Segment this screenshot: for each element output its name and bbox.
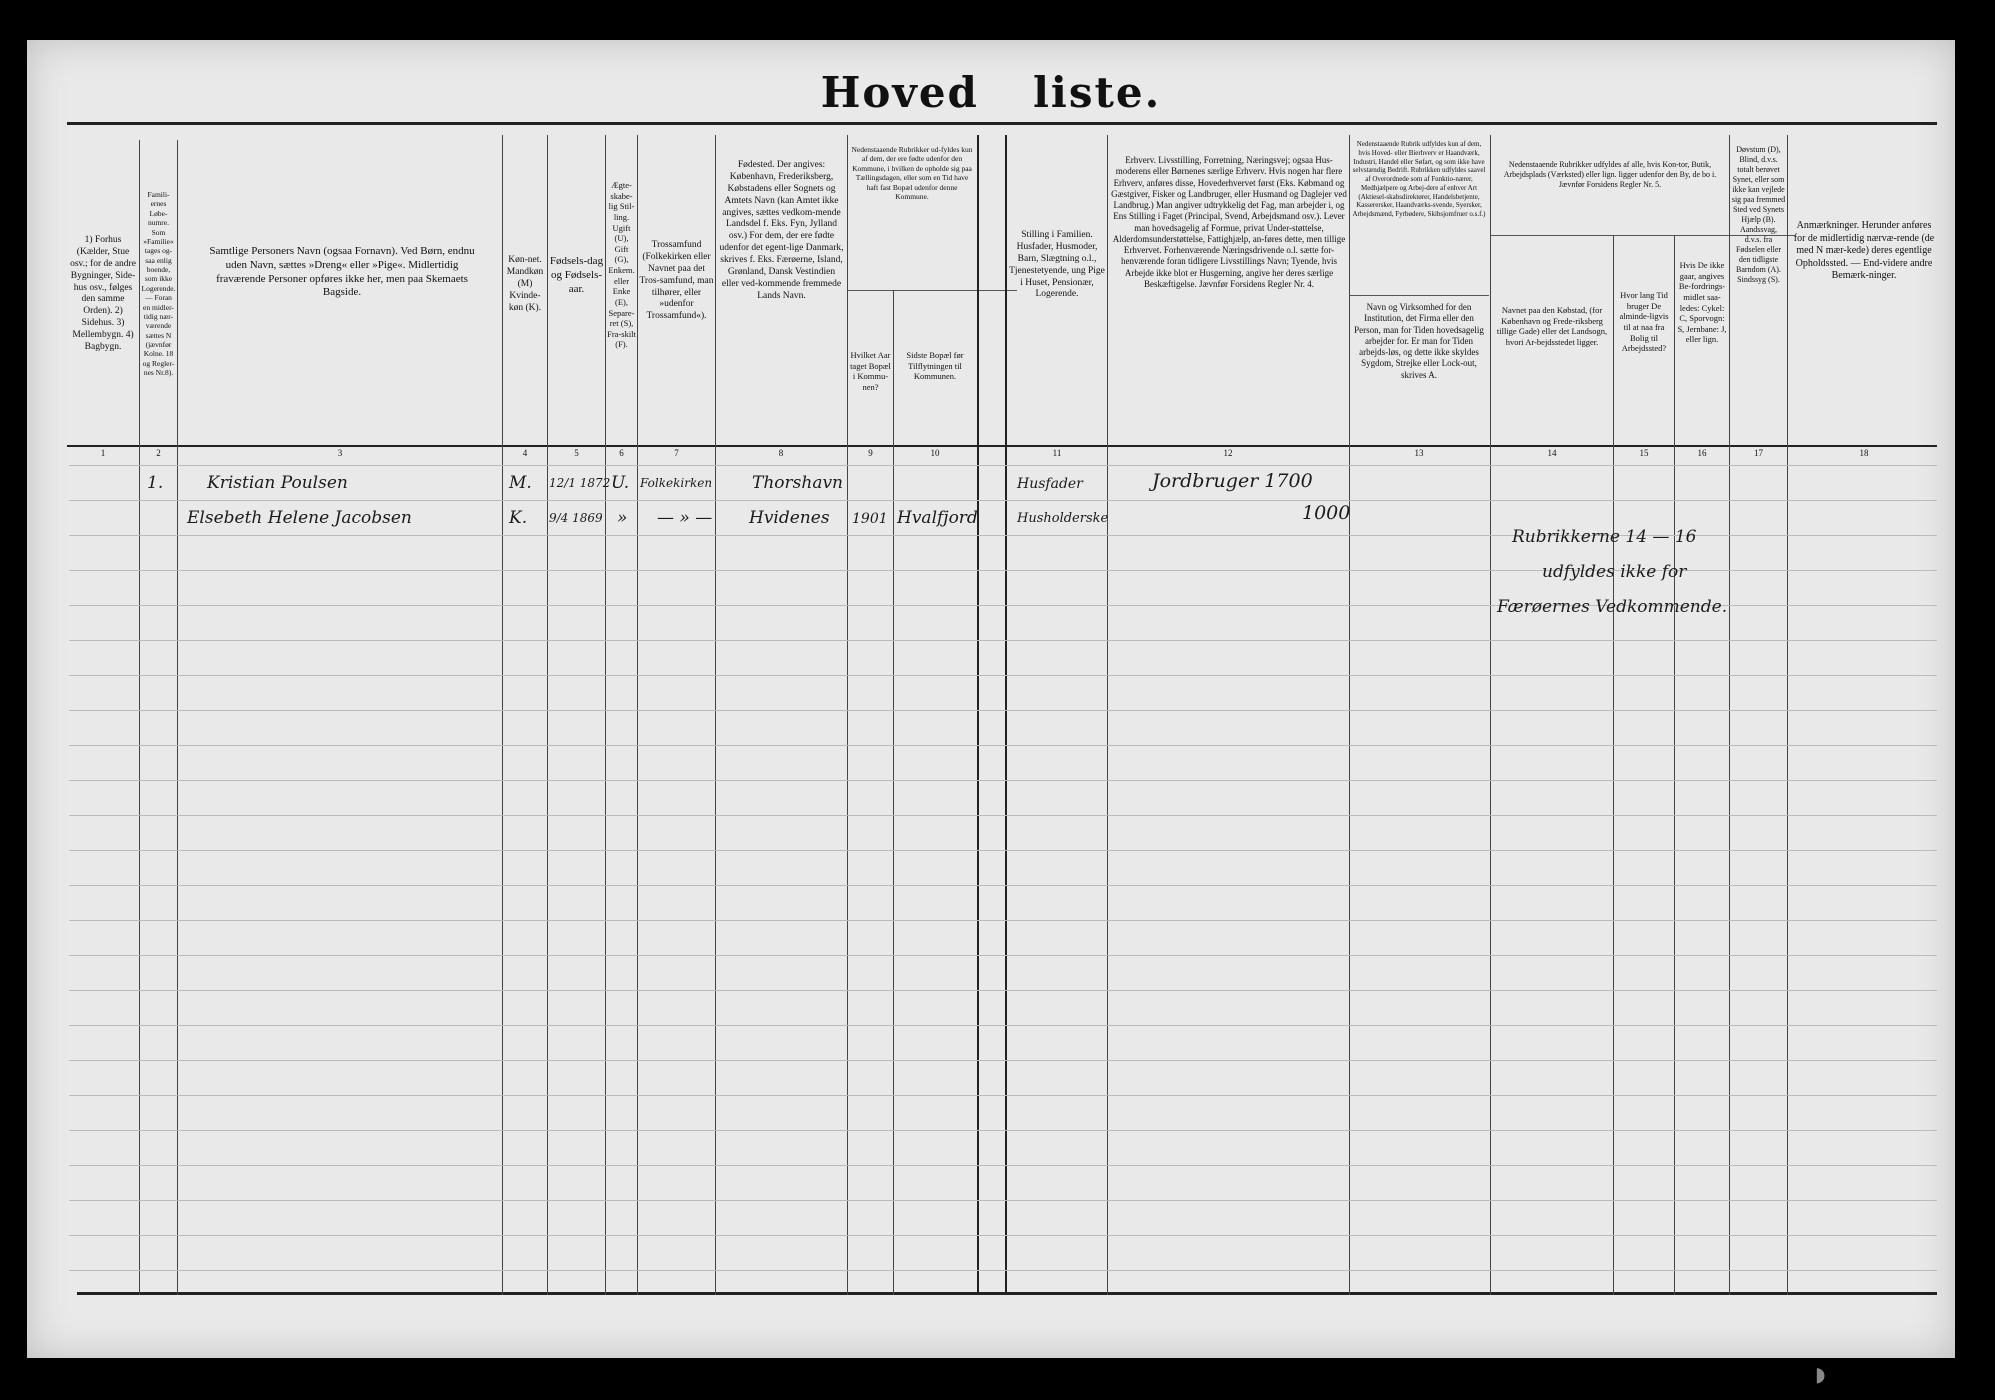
col-header-14: Navnet paa den Købstad, (for København og Frede-riksberg tillige Gade) eller det Landsogn, hvori Ar-bejdsstedet ligger. [1496, 305, 1608, 347]
row-rule [69, 920, 1937, 921]
col-header-12: Erhverv. Livsstilling, Forretning, Næringsvej; ogsaa Hus-moderens eller Børnenes særlige Erhverv. Hvis nogen har flere Erhverv, anføres disse, Hovederhvervet først (Eks. Købmand og Gæstgiver, Fisker og Landbruger, eller Husmand og Daglejer ved Landbrug.) Man angiver udtrykkelig det Fag, man arbejder i, og Ens Stilling i Faget (Principal, Svend, Arbejdsmand osv.). Lever man hovedsagelig af Formue, privat Under-støttelse, Alderdomsunderstøttelse, Fattighjælp, an-føres dette, men tillige Erhvervet. Forhenværende Næringsdrivende o.l. sætte for-henværende foran tidligere Livsstillings Navn; Tyende, hvis Arbejde ikke blot er Husgerning, angive her deres særlige Beskæftigelse. Jævnfør Forsidens Regler Nr. 4. [1111, 155, 1347, 289]
col-num-1: 1 [100, 448, 106, 458]
col-num-2: 2 [156, 448, 161, 458]
col-sep [547, 135, 548, 1295]
col-header-6: Ægte-skabe-lig Stil-ling. Ugift (U), Gift (G), Enkem. eller Enke (E), Separe-ret (S), Fra-skilt (F). [607, 180, 636, 350]
col-num-11: 11 [1052, 448, 1062, 458]
group-rule-9-10 [847, 290, 1017, 291]
row-rule [69, 955, 1937, 956]
entry-2-birthplace: Hvidenes [749, 508, 830, 528]
note-line-2: udfyldes ikke for [1542, 562, 1687, 582]
col-num-7: 7 [674, 448, 679, 458]
col-sep [139, 140, 140, 1295]
col-num-3: 3 [337, 448, 343, 458]
bottom-rule [77, 1292, 1937, 1295]
entry-1-sex: M. [509, 473, 532, 493]
entry-2-sex: K. [509, 508, 528, 528]
title-word-1: Hoved [820, 68, 979, 117]
entry-1-birthplace: Thorshavn [752, 473, 844, 493]
col-header-15: Hvor lang Tid bruger De alminde-ligvis til at naa fra Bolig til Arbejdssted? [1619, 290, 1669, 354]
bleed-through-mark [587, 200, 599, 240]
col-num-16: 16 [1697, 448, 1707, 458]
col-sep [177, 140, 178, 1295]
entry-2-occupation: 1000 [1302, 502, 1351, 524]
entry-1-marital: U. [611, 473, 630, 493]
col-sep [847, 135, 848, 1295]
page-title [27, 68, 1955, 117]
row-rule [69, 990, 1937, 991]
col-num-6: 6 [619, 448, 624, 458]
entry-2-family-role: Husholderske [1017, 511, 1109, 526]
group-header-14-16: Nedenstaaende Rubrikker udfyldes af alle, hvis Kon-tor, Butik, Arbejdsplads (Værksted) eller lign. ligger udenfor den By, de bo i. Jævnfør Forsidens Regler Nr. 5. [1503, 160, 1717, 189]
entry-2-birth: 9/4 1869 [549, 511, 603, 525]
col-header-17: Døvstum (D), Blind, d.v.s. totalt berøvet Synet, eller som ikke kan vejlede sig paa fremmed Sted ved Synets Hjælp (B). Aandssvag, d.v.s. fra Fødselen eller den tidligste Barndom (A). Sindssyg (S). [1731, 145, 1786, 284]
note-line-1: Rubrikkerne 14 — 16 [1512, 527, 1697, 547]
row-rule [69, 1200, 1937, 1201]
row-rule [69, 1025, 1937, 1026]
group-header-9-10: Nedenstaaende Rubrikker ud-fyldes kun af dem, der ere fødte udenfor den Kommune, i hvilken de opholde sig paa Tællingsdagen, eller som en Tid have haft fast Bopæl udenfor denne Kommune. [851, 145, 973, 201]
row-rule [69, 465, 1937, 466]
row-rule [69, 745, 1937, 746]
col-header-4: Køn-net. Mandkøn (M) Kvinde-køn (K). [506, 255, 544, 313]
header-bottom-rule [67, 445, 1937, 447]
col-sep [1787, 135, 1788, 1295]
row-rule [69, 710, 1937, 711]
col-sep [1107, 135, 1108, 1295]
entry-1-occupation: Jordbruger 1700 [1152, 470, 1313, 492]
col-header-18: Anmærkninger. Herunder anføres for de midlertidig nærvæ-rende (de med N mær-kede) deres egentlige Opholdssted. — End-videre andre Bemærk-ninger. [1793, 220, 1935, 281]
col-num-5: 5 [574, 448, 579, 458]
col-sep [1349, 135, 1350, 1295]
title-word-2: liste. [1032, 68, 1162, 117]
row-rule [69, 1130, 1937, 1131]
row-rule [69, 1060, 1937, 1061]
row-rule [69, 1095, 1937, 1096]
col-num-12: 12 [1223, 448, 1233, 458]
entry-2-name: Elsebeth Helene Jacobsen [187, 508, 412, 528]
entry-1-religion: Folkekirken [640, 476, 713, 490]
col-num-13: 13 [1414, 448, 1424, 458]
row-rule [69, 675, 1937, 676]
col-sep [605, 135, 606, 1295]
row-rule [69, 1165, 1937, 1166]
col-header-7: Trossamfund (Folkekirken eller Navnet paa det Tros-samfund, man tilhører, eller »udenfor Trossamfund«). [639, 240, 714, 322]
entry-2-marital: » [617, 508, 628, 528]
col-num-8: 8 [778, 448, 784, 458]
film-edge-mark: ◗ [1815, 1362, 1826, 1386]
row-rule [69, 780, 1937, 781]
row-rule [69, 885, 1937, 886]
col-num-18: 18 [1859, 448, 1869, 458]
spine-left [977, 135, 979, 1295]
col-num-14: 14 [1547, 448, 1557, 458]
group-rule-13 [1349, 295, 1489, 296]
col-num-9: 9 [868, 448, 873, 458]
entry-2-last-residence: Hvalfjord [897, 508, 978, 528]
col-header-9: Hvilket Aar taget Bopæl i Kommu-nen? [850, 350, 891, 392]
entry-1-name: Kristian Poulsen [207, 473, 348, 493]
col-header-16: Hvis De ikke gaar, angives Be-fordrings-midlet saa-ledes: Cykel: C, Sporvogn: S, Jernbane: J, eller lign. [1677, 260, 1727, 345]
row-rule [69, 815, 1937, 816]
col-header-8: Fødested. Der angives: København, Frederiksberg, Købstadens eller Sognets og Amtets Navn (kan Amtet ikke angives, sættes vedkom-mende Landsdel f. Eks. Fyn, Jylland osv.) For dem, der ere fødte udenfor det egent-lige Danmark, skrives f. Eks. Færøerne, Island, Grønland, Dansk Vestindien eller ved-kommende fremmede Lands Navn. [719, 160, 844, 301]
col-num-15: 15 [1639, 448, 1649, 458]
entry-2-religion: — » — [657, 508, 713, 528]
col-num-4: 4 [522, 448, 528, 458]
row-rule [69, 500, 1937, 501]
col-num-17: 17 [1754, 448, 1763, 458]
entry-2-year-moved: 1901 [852, 511, 888, 527]
census-sheet [27, 40, 1955, 1358]
row-rule [69, 1235, 1937, 1236]
col-header-1: 1) Forhus (Kælder, Stue osv.; for de andre Bygninger, Side-hus osv., følges den samme Orden). 2) Sidehus. 3) Mellembygn. 4) Bagbygn. [70, 235, 136, 352]
group-header-13: Nedenstaaende Rubrik udfyldes kun af dem, hvis Hoved- eller Bierhverv er Haandværk, Industri, Handel eller Søfart, og som ikke have selvstændig Bedrift. Rubrikken udfyldes saavel af Overordnede som af Funktio-nærer, Medhjælpere og Arbej-dere af enhver Art (Aktiesel-skabsdirektører, Handelsbetjente, Kasserersker, Haandværks-svende, Syersker, Arbejdsmænd, Fyrbødere, Skibsjomfruer o.s.f.) [1352, 140, 1486, 218]
row-rule [69, 1270, 1937, 1271]
col-header-2: Famili-ernes Løbe-numre. Som »Familie« tages og-saa enlig boende, som ikke Logerende. — Foran en midler-tidig nær-værende sættes N (jævnfør Kolne. 18 og Regler-nes Nr.8). [141, 190, 176, 378]
col-header-11: Stilling i Familien. Husfader, Husmoder, Barn, Slægtning o.l., Tjenestetyende, ung Pige i Huset, Pensionær, Logerende. [1009, 230, 1105, 300]
col-sep [1674, 235, 1675, 1295]
col-header-10: Sidste Bopæl før Tilflytningen til Kommunen. [906, 350, 964, 382]
col-num-10: 10 [930, 448, 940, 458]
col-sep [502, 135, 503, 1295]
row-rule [69, 640, 1937, 641]
col-sep [1490, 135, 1491, 1295]
entry-1-family-role: Husfader [1017, 476, 1083, 492]
entry-1-family-no: 1. [147, 473, 164, 493]
col-header-13: Navn og Virksomhed for den Institution, det Firma eller den Person, man for Tiden hovedsagelig arbejder for. Er man for Tiden arbejds-løs, og dette ikke skyldes Sygdom, Strejke eller Lock-out, skrives A. [1354, 302, 1484, 380]
col-header-3: Samtlige Personers Navn (ogsaa Fornavn). Ved Børn, endnu uden Navn, sættes »Dreng« eller »Pige«. Midlertidig fraværende Personer opføres ikke her, men paa Skemaets Bagside. [209, 245, 475, 299]
note-line-3: Færøernes Vedkommende. [1497, 597, 1728, 617]
col-sep [1729, 135, 1730, 1295]
col-sep [637, 135, 638, 1295]
top-rule [67, 122, 1937, 125]
col-sep [893, 290, 894, 1295]
col-sep [1613, 235, 1614, 1295]
spine-right [1005, 135, 1007, 1295]
col-sep [715, 135, 716, 1295]
col-header-5: Fødsels-dag og Fødsels-aar. [549, 255, 604, 295]
entry-1-birth: 12/1 1872 [549, 476, 611, 490]
row-rule [69, 850, 1937, 851]
